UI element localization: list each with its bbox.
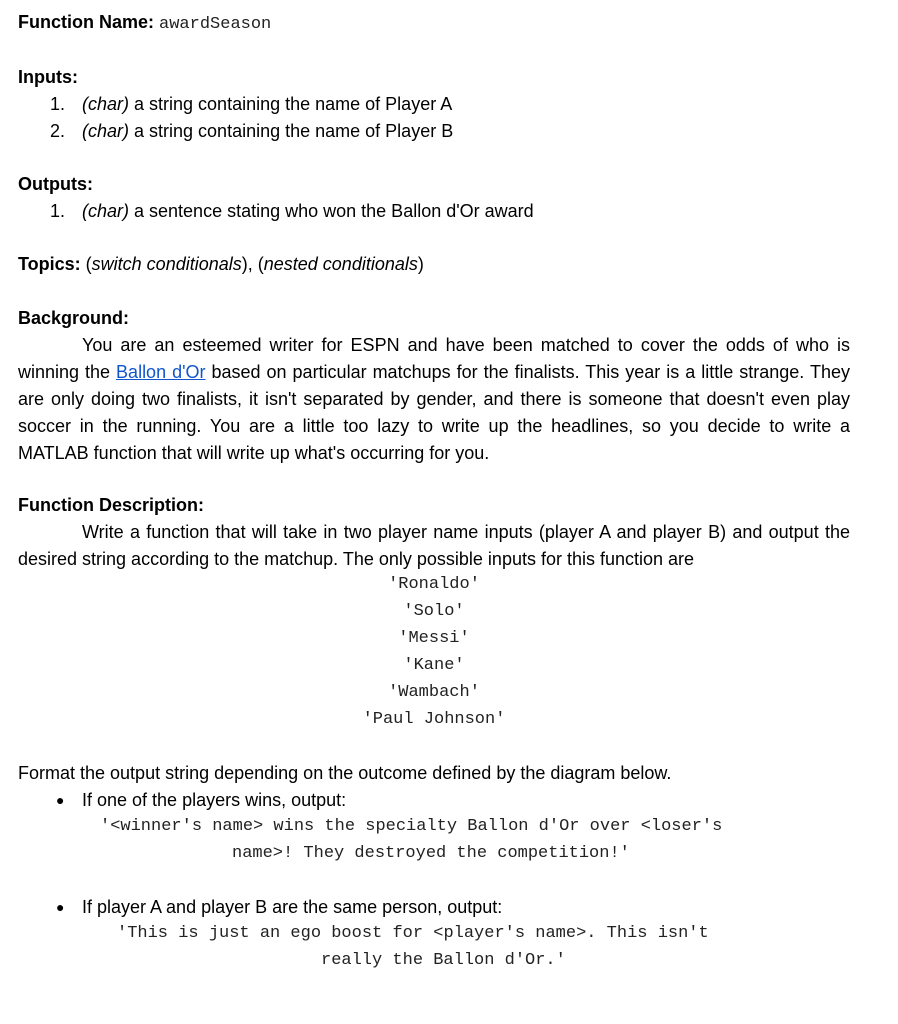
input-item-1-text: [82, 94, 452, 115]
input-item-1-num: 1.: [50, 94, 66, 114]
ballon-dor-link[interactable]: Ballon d'Or: [116, 362, 206, 382]
format-intro: Format the output string depending on the outcome defined by the diagram below.: [18, 763, 672, 783]
input-item-2-desc: a string containing the name of Player B: [129, 121, 454, 141]
topics-close: ): [417, 254, 424, 274]
input-item-2-text: [82, 121, 453, 142]
function-name-line: [18, 12, 271, 34]
inputs-heading: Inputs:: [18, 67, 78, 87]
function-name-label: Function Name:: [18, 12, 155, 32]
possible-input-messi: 'Messi': [398, 629, 470, 648]
possible-input-solo: 'Solo': [403, 602, 465, 621]
background-paragraph: [18, 332, 850, 467]
output-item-1-desc: a sentence stating who won the Ballon d'Or award: [129, 201, 534, 221]
output-item-1-text: [82, 201, 534, 222]
input-item-2-type: (char): [82, 121, 130, 141]
topics-line: [18, 254, 424, 275]
bullet-2-code-line-2: really the Ballon d'Or.': [321, 951, 566, 970]
possible-input-paul-johnson: 'Paul Johnson': [362, 710, 506, 729]
output-item-1-num: 1.: [50, 201, 66, 221]
input-item-1-desc: a string containing the name of Player A: [129, 94, 453, 114]
bullet-1-code-line-2: name>! They destroyed the competition!': [232, 844, 630, 863]
topics-open: (: [80, 254, 92, 274]
background-heading: Background:: [18, 308, 130, 328]
bullet-1-text: If one of the players wins, output:: [82, 790, 347, 810]
bullet-1-code-line-1: '<winner's name> wins the specialty Ballon d'Or over <loser's: [100, 817, 723, 836]
possible-input-kane: 'Kane': [403, 656, 465, 675]
background-text-2: based on particular matchups for the finalists. This year is a little strange. They are only doing two finalists, it isn't separated by gender, and there is someone that doesn't even play soccer in the running. You are a little too lazy to write up the headlines, so you decide to write a MATLAB function that will write up what's occurring for you.: [18, 362, 850, 463]
bullet-2-code-line-1: 'This is just an ego boost for <player's name>. This isn't: [117, 924, 709, 943]
background-text-1: You are an esteemed writer for ESPN and have been matched to cover the odds of who is winning the: [18, 335, 850, 382]
function-name-value: awardSeason: [159, 15, 272, 34]
bullet-icon: ●: [56, 899, 65, 915]
bullet-2-text: If player A and player B are the same person, output:: [82, 897, 503, 917]
outputs-heading: Outputs:: [18, 174, 93, 194]
input-item-2-num: 2.: [50, 121, 66, 141]
bullet-icon: ●: [56, 792, 65, 808]
input-item-1-type: (char): [82, 94, 130, 114]
topics-sep: ), (: [241, 254, 264, 274]
output-item-1-type: (char): [82, 201, 130, 221]
topic-nested: nested conditionals: [263, 254, 418, 274]
function-description-heading: Function Description:: [18, 495, 204, 515]
possible-input-wambach: 'Wambach': [388, 683, 480, 702]
topic-switch: switch conditionals: [91, 254, 242, 274]
possible-input-ronaldo: 'Ronaldo': [388, 575, 480, 594]
function-description-paragraph: Write a function that will take in two player name inputs (player A and player B) and output the desired string according to the matchup. The only possible inputs for this function are: [18, 522, 850, 569]
topics-label: Topics:: [18, 254, 81, 274]
